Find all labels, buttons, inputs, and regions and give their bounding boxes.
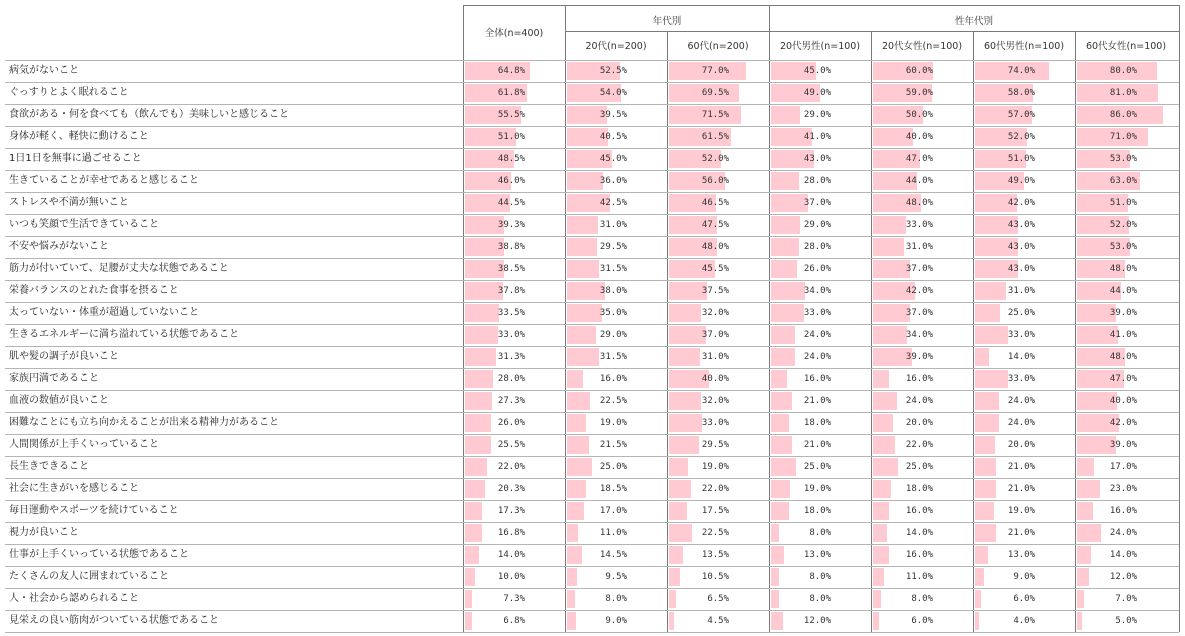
data-label: 20.0% <box>905 418 933 428</box>
data-label: 21.5% <box>599 440 627 450</box>
row-label: たくさんの友人に囲まれていること <box>9 571 169 582</box>
data-label: 44.0% <box>1109 286 1137 296</box>
data-label: 14.0% <box>1007 352 1035 362</box>
data-label: 18.0% <box>905 484 933 494</box>
data-label: 55.5% <box>497 110 525 120</box>
data-label: 22.5% <box>599 396 627 406</box>
data-label: 43.0% <box>803 154 831 164</box>
data-label: 40.0% <box>1109 396 1137 406</box>
group-header-sex-age: 性年代別 <box>954 16 993 27</box>
data-label: 17.3% <box>497 506 525 516</box>
data-label: 31.0% <box>599 220 627 230</box>
data-label: 16.0% <box>803 374 831 384</box>
data-label: 9.0% <box>1013 572 1035 582</box>
data-label: 18.0% <box>803 418 831 428</box>
data-label: 35.0% <box>599 308 627 318</box>
data-label: 44.5% <box>497 198 525 208</box>
data-label: 16.0% <box>1109 506 1137 516</box>
data-label: 6.5% <box>707 594 729 604</box>
row-label: 栄養バランスのとれた食事を摂ること <box>9 285 179 296</box>
data-label: 80.0% <box>1109 66 1137 76</box>
data-label: 24.0% <box>1109 528 1137 538</box>
row-label: 1日1日を無事に過ごせること <box>9 153 142 164</box>
data-label: 50.0% <box>905 110 933 120</box>
data-label: 81.0% <box>1109 88 1137 98</box>
data-label: 29.0% <box>599 330 627 340</box>
data-label: 49.0% <box>1007 176 1035 186</box>
data-label: 47.0% <box>1109 374 1137 384</box>
row-label: 社会に生きがいを感じること <box>9 483 139 494</box>
group-header-age: 年代別 <box>652 16 682 27</box>
data-label: 63.0% <box>1109 176 1137 186</box>
table-bottom-line <box>5 632 1179 633</box>
data-label: 31.0% <box>701 352 729 362</box>
data-label: 47.0% <box>905 154 933 164</box>
data-label: 4.5% <box>707 616 729 626</box>
data-label: 16.0% <box>599 374 627 384</box>
data-label: 52.0% <box>701 154 729 164</box>
row-label: 困難なことにも立ち向かえることが出来る精神力があること <box>9 417 279 428</box>
data-label: 16.0% <box>905 374 933 384</box>
data-label: 52.5% <box>599 66 627 76</box>
data-label: 12.0% <box>1109 572 1137 582</box>
data-label: 42.0% <box>905 286 933 296</box>
data-label: 28.0% <box>803 242 831 252</box>
data-label: 40.0% <box>701 374 729 384</box>
data-label: 33.0% <box>1007 330 1035 340</box>
row-label: 長生きできること <box>9 461 89 472</box>
data-label: 37.8% <box>497 286 525 296</box>
survey-table <box>5 5 1179 629</box>
data-label: 24.0% <box>1007 396 1035 406</box>
data-label: 9.0% <box>605 616 627 626</box>
data-label: 16.0% <box>905 506 933 516</box>
data-label: 51.0% <box>1007 154 1035 164</box>
header-top-line <box>463 5 1179 6</box>
data-label: 6.8% <box>503 616 525 626</box>
row-label: いつも笑顔で生活できていること <box>9 219 159 230</box>
data-label: 37.0% <box>701 330 729 340</box>
data-label: 22.0% <box>701 484 729 494</box>
column-header-3: 20代男性(n=100) <box>779 41 861 52</box>
row-label: 不安や悩みがないこと <box>9 241 109 252</box>
data-label: 42.5% <box>599 198 627 208</box>
data-label: 25.0% <box>1007 308 1035 318</box>
column-header-1: 20代(n=200) <box>585 41 647 52</box>
data-label: 46.5% <box>701 198 729 208</box>
data-label: 54.0% <box>599 88 627 98</box>
row-label: 毎日運動やスポーツを続けていること <box>9 505 179 516</box>
data-label: 33.0% <box>701 418 729 428</box>
data-label: 25.0% <box>599 462 627 472</box>
data-label: 21.0% <box>803 440 831 450</box>
data-label: 48.5% <box>497 154 525 164</box>
data-label: 33.5% <box>497 308 525 318</box>
column-border-7 <box>1179 60 1180 632</box>
data-label: 8.0% <box>809 572 831 582</box>
data-label: 19.0% <box>701 462 729 472</box>
data-label: 17.0% <box>1109 462 1137 472</box>
data-label: 22.0% <box>905 440 933 450</box>
data-label: 37.0% <box>905 264 933 274</box>
data-label: 45.5% <box>701 264 729 274</box>
data-label: 10.5% <box>701 572 729 582</box>
data-label: 22.0% <box>497 462 525 472</box>
data-label: 58.0% <box>1007 88 1035 98</box>
data-label: 8.0% <box>911 594 933 604</box>
data-label: 7.3% <box>503 594 525 604</box>
data-label: 32.0% <box>701 396 729 406</box>
data-label: 41.0% <box>1109 330 1137 340</box>
data-label: 47.5% <box>701 220 729 230</box>
row-label: 病気がないこと <box>9 65 79 76</box>
column-header-overall: 全体(n=400) <box>484 28 544 39</box>
data-label: 25.0% <box>803 462 831 472</box>
data-label: 43.0% <box>1007 242 1035 252</box>
data-label: 29.0% <box>803 220 831 230</box>
data-label: 27.3% <box>497 396 525 406</box>
data-label: 16.0% <box>905 550 933 560</box>
data-label: 23.0% <box>1109 484 1137 494</box>
data-label: 29.5% <box>701 440 729 450</box>
data-label: 48.0% <box>905 198 933 208</box>
data-label: 28.0% <box>497 374 525 384</box>
data-label: 45.0% <box>599 154 627 164</box>
data-label: 46.0% <box>497 176 525 186</box>
data-label: 31.5% <box>599 264 627 274</box>
row-label: ぐっすりとよく眠れること <box>9 87 129 98</box>
data-label: 19.0% <box>803 484 831 494</box>
data-label: 31.0% <box>905 242 933 252</box>
data-label: 20.0% <box>1007 440 1035 450</box>
data-label: 14.0% <box>497 550 525 560</box>
row-label: ストレスや不満が無いこと <box>9 197 129 208</box>
data-label: 31.0% <box>1007 286 1035 296</box>
data-label: 53.0% <box>1109 154 1137 164</box>
data-label: 8.0% <box>809 594 831 604</box>
data-label: 26.0% <box>803 264 831 274</box>
data-label: 52.0% <box>1109 220 1137 230</box>
data-label: 33.0% <box>905 220 933 230</box>
data-label: 44.0% <box>905 176 933 186</box>
data-label: 24.0% <box>803 330 831 340</box>
data-label: 53.0% <box>1109 242 1137 252</box>
row-label: 人間関係が上手くいっていること <box>9 439 159 450</box>
data-label: 69.5% <box>701 88 729 98</box>
data-label: 59.0% <box>905 88 933 98</box>
data-label: 17.5% <box>701 506 729 516</box>
data-label: 24.0% <box>905 396 933 406</box>
data-label: 36.0% <box>599 176 627 186</box>
row-label: 生きるエネルギーに満ち溢れている状態であること <box>9 329 239 340</box>
column-header-4: 20代女性(n=100) <box>881 41 963 52</box>
data-label: 25.5% <box>497 440 525 450</box>
data-label: 38.0% <box>599 286 627 296</box>
row-label: 見栄えの良い筋肉がついている状態であること <box>9 615 219 626</box>
data-label: 71.0% <box>1109 132 1137 142</box>
data-label: 29.0% <box>803 110 831 120</box>
data-label: 42.0% <box>1007 198 1035 208</box>
data-label: 12.0% <box>803 616 831 626</box>
data-label: 31.5% <box>599 352 627 362</box>
row-label: 家族円満であること <box>9 373 99 384</box>
data-label: 24.0% <box>1007 418 1035 428</box>
data-label: 18.0% <box>803 506 831 516</box>
column-header-2: 60代(n=200) <box>687 41 749 52</box>
data-label: 13.0% <box>1007 550 1035 560</box>
data-label: 38.5% <box>497 264 525 274</box>
data-label: 21.0% <box>1007 484 1035 494</box>
data-label: 20.3% <box>497 484 525 494</box>
data-label: 6.0% <box>911 616 933 626</box>
row-label: 生きていることが幸せであると感じること <box>9 175 199 186</box>
data-label: 41.0% <box>803 132 831 142</box>
data-label: 8.0% <box>809 528 831 538</box>
data-label: 86.0% <box>1109 110 1137 120</box>
header-border-3 <box>1179 5 1180 60</box>
data-label: 37.0% <box>905 308 933 318</box>
data-label: 34.0% <box>905 330 933 340</box>
data-label: 19.0% <box>1007 506 1035 516</box>
data-label: 77.0% <box>701 66 729 76</box>
data-label: 74.0% <box>1007 66 1035 76</box>
data-label: 21.0% <box>1007 462 1035 472</box>
data-label: 19.0% <box>599 418 627 428</box>
row-label: 食欲がある・何を食べても（飲んでも）美味しいと感じること <box>9 109 289 120</box>
data-label: 38.8% <box>497 242 525 252</box>
data-label: 51.0% <box>1109 198 1137 208</box>
data-label: 18.5% <box>599 484 627 494</box>
data-label: 33.0% <box>1007 374 1035 384</box>
data-label: 39.0% <box>905 352 933 362</box>
data-label: 14.5% <box>599 550 627 560</box>
data-label: 21.0% <box>1007 528 1035 538</box>
row-label: 人・社会から認められること <box>9 593 139 604</box>
data-label: 48.0% <box>701 242 729 252</box>
data-label: 40.0% <box>905 132 933 142</box>
data-label: 9.5% <box>605 572 627 582</box>
data-label: 33.0% <box>803 308 831 318</box>
data-label: 43.0% <box>1007 220 1035 230</box>
data-label: 5.0% <box>1115 616 1137 626</box>
data-label: 28.0% <box>803 176 831 186</box>
data-label: 52.0% <box>1007 132 1035 142</box>
data-label: 45.0% <box>803 66 831 76</box>
data-label: 56.0% <box>701 176 729 186</box>
data-label: 14.0% <box>1109 550 1137 560</box>
data-label: 61.5% <box>701 132 729 142</box>
data-label: 29.5% <box>599 242 627 252</box>
row-label: 太っていない・体重が超過していないこと <box>9 307 199 318</box>
data-label: 61.8% <box>497 88 525 98</box>
data-label: 34.0% <box>803 286 831 296</box>
data-label: 57.0% <box>1007 110 1035 120</box>
data-label: 39.5% <box>599 110 627 120</box>
data-label: 24.0% <box>803 352 831 362</box>
data-label: 17.0% <box>599 506 627 516</box>
data-label: 39.0% <box>1109 308 1137 318</box>
data-label: 40.5% <box>599 132 627 142</box>
column-header-5: 60代男性(n=100) <box>983 41 1065 52</box>
data-label: 71.5% <box>701 110 729 120</box>
data-label: 14.0% <box>905 528 933 538</box>
column-header-6: 60代女性(n=100) <box>1085 41 1167 52</box>
group-divider-line <box>565 31 1179 32</box>
data-label: 25.0% <box>905 462 933 472</box>
data-label: 7.0% <box>1115 594 1137 604</box>
data-label: 22.5% <box>701 528 729 538</box>
data-label: 42.0% <box>1109 418 1137 428</box>
row-label: 血液の数値が良いこと <box>9 395 109 406</box>
data-label: 43.0% <box>1007 264 1035 274</box>
row-label: 筋力が付いていて、足腰が丈夫な状態であること <box>9 263 229 274</box>
data-label: 48.0% <box>1109 352 1137 362</box>
data-label: 6.0% <box>1013 594 1035 604</box>
row-label: 仕事が上手くいっている状態であること <box>9 549 189 560</box>
data-label: 37.5% <box>701 286 729 296</box>
data-label: 13.5% <box>701 550 729 560</box>
data-label: 11.0% <box>599 528 627 538</box>
data-label: 4.0% <box>1013 616 1035 626</box>
data-label: 8.0% <box>605 594 627 604</box>
data-label: 49.0% <box>803 88 831 98</box>
data-label: 39.3% <box>497 220 525 230</box>
data-label: 13.0% <box>803 550 831 560</box>
data-label: 16.8% <box>497 528 525 538</box>
data-label: 21.0% <box>803 396 831 406</box>
row-label: 視力が良いこと <box>9 527 79 538</box>
data-label: 31.3% <box>497 352 525 362</box>
row-label: 肌や髪の調子が良いこと <box>9 351 119 362</box>
data-label: 39.0% <box>1109 440 1137 450</box>
data-label: 64.8% <box>497 66 525 76</box>
data-label: 10.0% <box>497 572 525 582</box>
data-label: 37.0% <box>803 198 831 208</box>
data-label: 51.0% <box>497 132 525 142</box>
row-label: 身体が軽く、軽快に動けること <box>9 131 149 142</box>
data-label: 60.0% <box>905 66 933 76</box>
data-label: 32.0% <box>701 308 729 318</box>
data-label: 33.0% <box>497 330 525 340</box>
data-label: 26.0% <box>497 418 525 428</box>
data-label: 48.0% <box>1109 264 1137 274</box>
data-label: 11.0% <box>905 572 933 582</box>
